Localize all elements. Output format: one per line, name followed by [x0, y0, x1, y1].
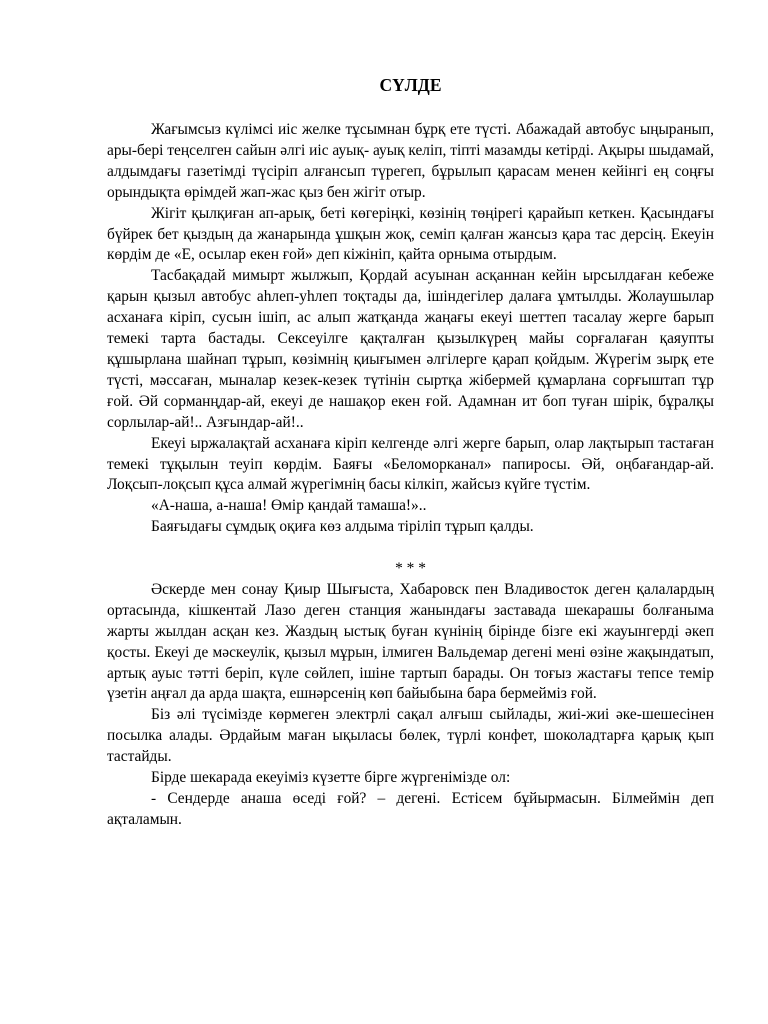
section-separator: * * * — [395, 560, 426, 578]
blank-line — [107, 538, 714, 559]
paragraph: Екеуі ыржалақтай асханаға кіріп келгенде әлгі жерге барып, олар лақтырып тастаған темекі тұқылын теуіп көрдім. Баяғы «Беломорканал» папиросы. Әй, оңбағандар-ай. Лоқсып-лоқсып құса алмай жүрегімнің басы кілкіп, жайсыз күйге түстім. — [107, 434, 714, 494]
paragraph: Баяғыдағы сұмдық оқиға көз алдыма тіріліп тұрып қалды. — [151, 518, 534, 536]
document-title: СҮЛДЕ — [379, 75, 442, 95]
paragraph: - Сендерде анаша өседі ғой? – дегені. Естісем бұйырмасын. Білмеймін деп ақталамын. — [107, 789, 714, 828]
paragraph: «А-наша, а-наша! Өмір қандай тамаша!».. — [151, 497, 427, 515]
document-page — [107, 72, 714, 831]
paragraph: Әскерде мен сонау Қиыр Шығыста, Хабаровск пен Владивосток деген қалалардың ортасында, кішкентай Лазо деген станция жанындағы заставада шекарашы болғаныма жарты жылдан асқан кез. Жаздың ыстық буған күнінің бірінде бізге екі жауынгерді әкеп қосты. Екеуі де мәскеулік, қызыл мұрын, ілмиген Вальдемар дегені мені өзіне жақындатып, артық ауыс тәтті беріп, күле сөйлеп, ішіне тартып барады. Он тоғыз жастағы тепсе темір үзетін аңғал да арда шақта, ешнәрсенің көп байыбына бара бермейміз ғой. — [107, 580, 714, 703]
paragraph: Бірде шекарада екеуіміз күзетте бірге жүргенімізде ол: — [151, 769, 511, 787]
paragraph: Жігіт қылқиған ап-арық, беті көгеріңкі, көзінің төңірегі қарайып кеткен. Қасындағы бүйрек бет қыздың да жанарында ұшқын жоқ, семіп қалған жансыз қара тас дерсің. Екеуін көрдім де «Е, осылар екен ғой» деп кіжініп, қайта орныма отырдым. — [107, 204, 714, 264]
paragraph: Жағымсыз күлімсі иіс желке тұсымнан бұрқ ете түсті. Абажадай автобус ыңыранып, ары-бері теңселген сайын әлгі иіс ауық- ауық келіп, тіпті мазамды кетірді. Ақыры шыдамай, алдымдағы газетімді түсіріп алғансып түрегеп, бұрылып қарасам менен кейінгі ең соңғы орындықта өрімдей жап-жас қыз бен жігіт отыр. — [107, 121, 714, 201]
paragraph: Тасбақадай мимырт жылжып, Қордай асуынан асқаннан кейін ырсылдаған кебеже қарын қызыл автобус аһлеп-уһлеп тоқтады да, ішіндегілер далаға ұмтылды. Жолаушылар асханаға кіріп, сусын ішіп, ас алып жатқанда жаңағы екеуі шеттеп тасалау жерге барып темекі тарта бастады. Сексеуілге қақталған қызылкүрең майы сорғалаған қаяупты құшырлана шайнап тұрып, көзімнің қиығымен әлгілерге қарап қойдым. Жүрегім зырқ ете түсті, мәссаған, мыналар кезек-кезек түтінін сыртқа жібермей құмарлана сорғыштап тұр ғой. Әй сорманңдар-ай, екеуі де нашақор екен ғой. Адамнан ит боп туған шірік, бұралқы сорлылар-ай!.. Азғындар-ай!.. — [107, 267, 714, 431]
paragraph: Біз әлі түсімізде көрмеген электрлі сақал алғыш сыйлады, жиі-жиі әке-шешесінен посылка алады. Әрдайым маған ықыласы бөлек, түрлі конфет, шоколадтарға қарық қып тастайды. — [107, 706, 714, 766]
